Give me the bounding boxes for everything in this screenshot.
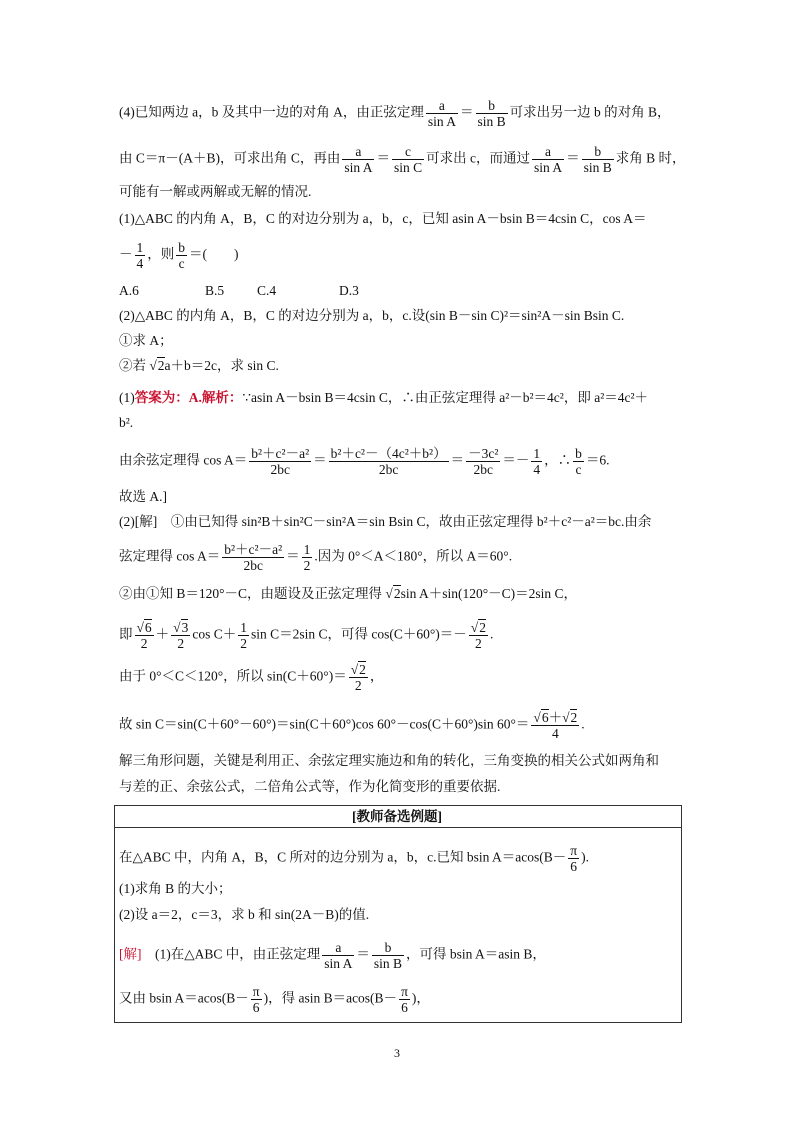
- p4-line-1: (4)已知两边 a，b 及其中一边的对角 A，由正弦定理 $\frac{a}{\text{sin A}}$ ＝ $\frac{b}{\text{sin B}}$ 可求出另一边 b 的对角 B，: [119, 98, 671, 129]
- q2-line-3: ②若 √2a＋b＝2c，求 sin C.: [119, 358, 279, 373]
- fraction-one-half: $\frac{1}{2}$: [240, 620, 247, 651]
- box-title: [教师备选例题]: [352, 809, 442, 824]
- fraction-a-over-sinA: $\frac{a}{\text{sin A}}$: [533, 144, 563, 175]
- option-a: A.6: [119, 283, 139, 298]
- q1-line-1: (1)△ABC 的内角 A，B，C 的对边分别为 a，b，c，已知 asin A－bsin B＝4csin C，cos A＝: [119, 211, 647, 226]
- fraction-substituted: $\frac{\text{b²＋c²－（4c²＋b²）}}{2bc}$: [330, 446, 447, 477]
- option-d: D.3: [339, 283, 359, 298]
- page-number: 3: [394, 1046, 400, 1060]
- fraction-sqrt6-over-2: $\frac{√6}{2}$: [136, 620, 152, 651]
- fraction-sqrt2-over-2: $\frac{√2}{2}$: [350, 662, 366, 693]
- fraction-sqrt2-over-2: $\frac{√2}{2}$: [470, 620, 486, 651]
- q1-line-2: － $\frac{1}{4}$ ，则 $\frac{b}{c}$ ＝( ): [119, 240, 239, 271]
- summary-line-1: 解三角形问题，关键是利用正、余弦定理实施边和角的转化，三角变换的相关公式如两角和: [119, 753, 659, 768]
- fraction-b-over-sinB: $\frac{b}{\text{sin B}}$: [373, 940, 403, 971]
- option-c: C.4: [257, 283, 277, 298]
- ans2-line-4: 即 $\frac{√6}{2}$ ＋ $\frac{√3}{2}$ cos C＋ $\frac{1}{2}$ sin C＝2sin C，可得 cos(C＋60°)＝－ $\frac{√2}{2}$ .: [119, 620, 494, 651]
- box-line-5: 又由 bsin A＝acos(B－ $\frac{\pi}{6}$ )，得 asin B＝acos(B－ $\frac{\pi}{6}$ )，: [119, 984, 430, 1015]
- box-line-4: [解] (1)在△ABC 中，由正弦定理 $\frac{a}{\text{sin A}}$ ＝ $\frac{b}{\text{sin B}}$ ，可得 bsin A＝asin B，: [119, 940, 546, 971]
- answer-label: 答案为：A.解析：: [134, 390, 243, 405]
- fraction-pi-over-6: $\frac{\pi}{6}$: [570, 843, 578, 874]
- fraction-simplified: $\frac{\text{－3c²}}{2bc}$: [468, 446, 499, 477]
- fraction-b-over-sinB: $\frac{b}{\text{sin B}}$: [477, 98, 506, 129]
- ans2-line-3: ②由①知 B＝120°－C，由题设及正弦定理得 √2sin A＋sin(120°－C)＝2sin C，: [119, 586, 578, 601]
- fraction-b-over-c: $\frac{b}{c}$: [575, 446, 582, 477]
- fraction-pi-over-6: $\frac{\pi}{6}$: [252, 984, 260, 1015]
- q2-line-1: (2)△ABC 的内角 A，B，C 的对边分别为 a，b，c.设(sin B－sin C)²＝sin²A－sin Bsin C.: [119, 308, 625, 323]
- summary-line-2: 与差的正、余弦公式，二倍角公式等，作为化简变形的重要依据.: [119, 779, 501, 794]
- ans2-line-6: 故 sin C＝sin(C＋60°－60°)＝sin(C＋60°)cos 60°－cos(C＋60°)sin 60°＝ $\frac{√6+√2}{4}$ .: [119, 710, 585, 741]
- solution-label: [解]: [119, 946, 142, 962]
- box-line-3: (2)设 a＝2，c＝3，求 b 和 sin(2A－B)的值.: [119, 907, 370, 922]
- fraction-b-over-c: $\frac{b}{c}$: [178, 240, 185, 271]
- box-line-2: (1)求角 B 的大小；: [119, 881, 232, 896]
- fraction-pi-over-6: $\frac{\pi}{6}$: [401, 984, 408, 1015]
- ans1-line-3: 由余弦定理得 cos A＝ $\frac{\text{b²＋c²－a²}}{2bc}$ ＝ $\frac{\text{b²＋c²－（4c²＋b²）}}{2bc}$ ＝ $\frac{\text{－3c²}}{2bc}$ ＝－ $\frac{1}{4}$ ，∴ $\frac{b}{c}$ ＝6.: [119, 446, 610, 477]
- sqrt-2: √2: [149, 358, 165, 373]
- fraction-sqrt6-plus-sqrt2-over-4: $\frac{√6+√2}{4}$: [533, 710, 578, 741]
- fraction-cos-law: $\frac{\text{b²＋c²－a²}}{2bc}$: [251, 446, 310, 477]
- ans1-line-1: (1)答案为：A.解析：∵asin A－bsin B＝4csin C，∴由正弦定理得 a²－b²＝4c²，即 a²＝4c²＋: [119, 390, 649, 405]
- p4-line-2: 由 C＝π－(A＋B)，可求出角 C，再由 $\frac{a}{\text{sin A}}$ ＝ $\frac{c}{\text{sin C}}$ 可求出 c，而通过 $\frac{a}{\text{sin A}}$ ＝ $\frac{b}{\text{sin B}}$ 求角 B 时，: [119, 144, 686, 175]
- fraction-1-over-4: $\frac{1}{4}$: [533, 446, 541, 477]
- fraction-sqrt3-over-2: $\frac{√3}{2}$: [173, 620, 189, 651]
- ans2-line-2: 弦定理得 cos A＝ $\frac{\text{b²＋c²－a²}}{2bc}$ ＝ $\frac{1}{2}$ .因为 0°＜A＜180°，所以 A＝60°.: [119, 542, 513, 573]
- p4-line-3: 可能有一解或两解或无解的情况.: [119, 184, 312, 199]
- fraction-cos-law: $\frac{\text{b²＋c²－a²}}{2bc}$: [224, 542, 283, 573]
- fraction-one-half: $\frac{1}{2}$: [303, 542, 311, 573]
- fraction-c-over-sinC: $\frac{c}{\text{sin C}}$: [393, 144, 423, 175]
- fraction-a-over-sinA: $\frac{a}{\text{sin A}}$: [427, 98, 456, 129]
- fraction-a-over-sinA: $\frac{a}{\text{sin A}}$: [344, 144, 373, 175]
- fraction-b-over-sinB: $\frac{b}{\text{sin B}}$: [583, 144, 612, 175]
- fraction-1-over-4: $\frac{1}{4}$: [136, 240, 144, 271]
- fraction-a-over-sinA: $\frac{a}{\text{sin A}}$: [324, 940, 353, 971]
- q2-line-2: ①求 A；: [119, 333, 173, 348]
- ans2-line-1: (2)[解] ①由已知得 sin²B＋sin²C－sin²A＝sin Bsin C，故由正弦定理得 b²＋c²－a²＝bc.由余: [119, 514, 652, 529]
- box-title-divider: [114, 827, 682, 828]
- ans1-line-2: b².: [119, 415, 134, 430]
- box-line-1: 在△ABC 中，内角 A，B，C 所对的边分别为 a，b，c.已知 bsin A＝acos(B－ $\frac{\pi}{6}$ ).: [119, 843, 589, 874]
- ans1-line-4: 故选 A.]: [119, 489, 167, 504]
- sqrt-2: √2: [385, 586, 401, 601]
- q1-options: [119, 282, 359, 300]
- ans2-line-5: 由于 0°＜C＜120°，所以 sin(C＋60°)＝ $\frac{√2}{2}$ ，: [119, 662, 384, 693]
- option-b: B.5: [205, 283, 225, 298]
